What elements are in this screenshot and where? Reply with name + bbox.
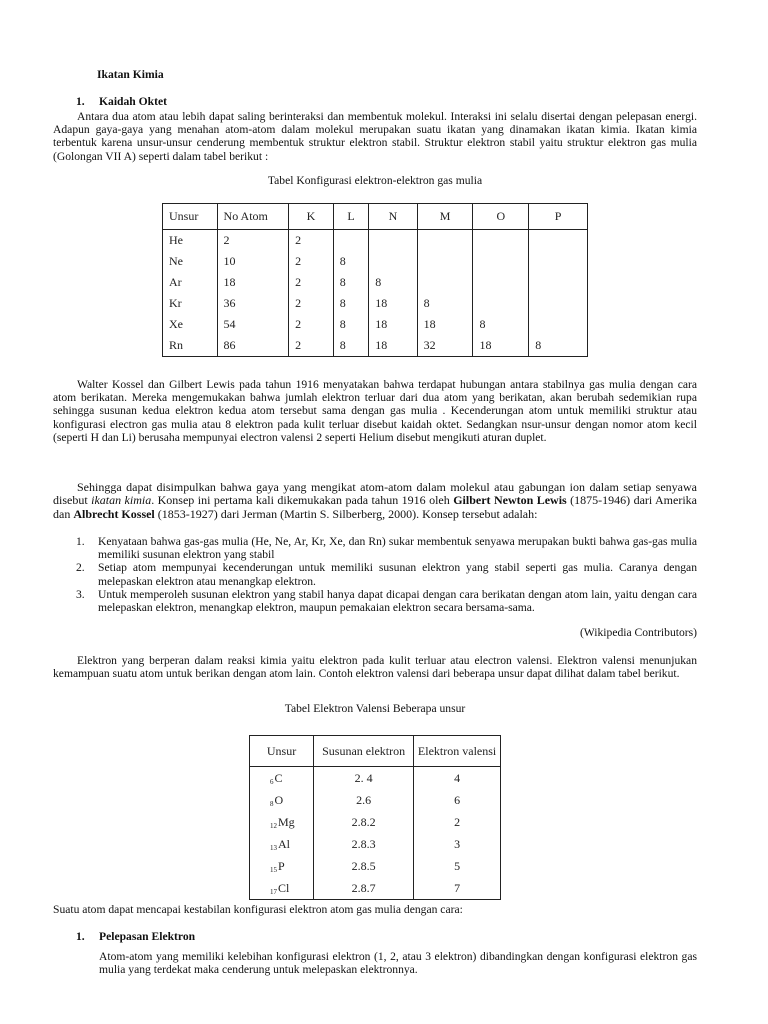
table-cell: 10 — [217, 251, 289, 272]
page-title: Ikatan Kimia — [97, 68, 164, 81]
person-name: Albrecht Kossel — [73, 506, 155, 521]
table-cell: 18 — [369, 314, 417, 335]
list-item — [76, 535, 697, 561]
list-item-text: Kenyataan bahwa gas-gas mulia (He, Ne, Ar, Kr, Xe, dan Rn) sukar membentuk senyawa merupakan bukti bahwa gas-gas mulia memiliki susunan elektron yang stabil — [98, 535, 697, 562]
atomic-number: 8 — [270, 799, 274, 808]
table-cell: 8 — [333, 272, 368, 293]
element-symbol — [250, 767, 314, 790]
paragraph-electron-release: Atom-atom yang memiliki kelebihan konfigurasi elektron (1, 2, atau 3 elektron) dibandingkan dengan konfigurasi elektron gas mulia yang terdekat maka cenderung untuk melepaskan elektronnya. — [99, 950, 697, 977]
table-cell — [417, 251, 473, 272]
table-cell: 8 — [333, 314, 368, 335]
text-run: Sehingga dapat disimpulkan bahwa gaya yang mengikat atom-atom dalam molekul atau gabungan ion dalam setiap senyawa disebut — [53, 480, 697, 508]
paragraph-intro: Antara dua atom atau lebih dapat saling berinteraksi dan membentuk molekul. Interaksi ini selalu disertai dengan pelepasan energi. Adapun gaya-gaya yang menahan atom-atom dalam molekul merupakan suatu ikatan yang dinamakan ikatan kimia. Ikatan kimia terbentuk karena unsur-unsur cenderung membentuk struktur elektron stabil. Struktur elektron stabil yaitu struktur elektron gas mulia (Golongan VII A) seperti dalam tabel berikut : — [53, 110, 697, 163]
table-row — [163, 335, 588, 357]
list-number: 1. — [76, 535, 85, 548]
column-header: N — [369, 204, 417, 230]
table-cell: Rn — [163, 335, 218, 357]
column-header: Unsur — [250, 736, 314, 767]
table-cell: 86 — [217, 335, 289, 357]
table-cell — [529, 272, 588, 293]
table-cell — [529, 230, 588, 252]
table-cell: 2 — [289, 230, 334, 252]
table-cell: 36 — [217, 293, 289, 314]
table-cell: Kr — [163, 293, 218, 314]
section-number: 1. — [76, 930, 85, 943]
symbol-text: Al — [278, 836, 290, 851]
paragraph-kossel-lewis: Walter Kossel dan Gilbert Lewis pada tahun 1916 menyatakan bahwa terdapat hubungan antara stabilnya gas mulia dengan cara atom berikatan. Mereka mengemukakan bahwa jumlah elektron terluar dari dua atom yang berikatan, akan berubah sedemikian rupa sehingga susunan kedua elektron kedua atom tersebut sama dengan gas mulia . Kecenderungan atom untuk memiliki struktur atau konfigurasi electron gas mulia atau 8 elektron pada kulit terluar disebut kaidah oktet. Sedangkan nsur-unsur dengan nomor atom kecil (seperti H dan Li) berusaha mempunyai electron valensi 2 seperti Helium disebut mengikuti aturan duplet. — [53, 378, 697, 444]
text-run: (1875-1946) dari Amerika dan — [53, 493, 697, 521]
table-cell: Ar — [163, 272, 218, 293]
table-cell: 2 — [289, 251, 334, 272]
table-cell: 8 — [333, 251, 368, 272]
column-header: Unsur — [163, 204, 218, 230]
atomic-number: 6 — [270, 777, 274, 786]
table-row — [250, 833, 501, 855]
symbol-text: Mg — [278, 814, 295, 829]
section-number: 1. — [76, 95, 85, 108]
table-cell: 2. 4 — [314, 767, 414, 790]
table-row — [163, 272, 588, 293]
element-symbol — [250, 789, 314, 811]
table-row — [250, 767, 501, 790]
element-symbol — [250, 855, 314, 877]
text-run: . Konsep ini pertama kali dikemukakan pada tahun 1916 oleh — [151, 493, 454, 508]
table-cell: 8 — [333, 293, 368, 314]
table-caption: Tabel Konfigurasi elektron-elektron gas mulia — [267, 174, 483, 187]
table-cell — [473, 293, 529, 314]
table-row — [163, 293, 588, 314]
table-cell: Ne — [163, 251, 218, 272]
table-row — [250, 811, 501, 833]
table-cell — [369, 230, 417, 252]
table-cell — [473, 251, 529, 272]
column-header: No Atom — [217, 204, 289, 230]
list-number: 2. — [76, 561, 85, 575]
table-cell: 18 — [473, 335, 529, 357]
table-cell: 32 — [417, 335, 473, 357]
person-name: Gilbert Newton Lewis — [453, 493, 567, 508]
list-item — [76, 588, 697, 614]
section-heading: Pelepasan Elektron — [99, 930, 196, 943]
table-cell: 3 — [414, 833, 501, 855]
citation: (Wikipedia Contributors) — [579, 626, 697, 639]
column-header: Susunan elektron — [314, 736, 414, 767]
table-cell: 8 — [473, 314, 529, 335]
table-caption: Tabel Elektron Valensi Beberapa unsur — [284, 702, 466, 715]
table-cell: He — [163, 230, 218, 252]
table-cell: 2 — [217, 230, 289, 252]
table-cell: 2.8.2 — [314, 811, 414, 833]
table-cell: 18 — [369, 293, 417, 314]
table-cell: 18 — [369, 335, 417, 357]
table-cell: 2 — [289, 272, 334, 293]
list-item — [76, 561, 697, 587]
table-header-row — [163, 204, 588, 230]
table-cell: 2.8.5 — [314, 855, 414, 877]
atomic-number: 13 — [270, 843, 277, 852]
element-symbol — [250, 811, 314, 833]
table-row — [250, 877, 501, 900]
table-row — [250, 789, 501, 811]
column-header: Elektron valensi — [414, 736, 501, 767]
column-header: L — [333, 204, 368, 230]
symbol-text: O — [274, 792, 284, 807]
symbol-text: P — [278, 858, 285, 873]
column-header: M — [417, 204, 473, 230]
section-heading: Kaidah Oktet — [99, 95, 167, 108]
table-cell: 2 — [414, 811, 501, 833]
valence-electron-table — [249, 735, 501, 900]
table-cell: 4 — [414, 767, 501, 790]
table-cell: 54 — [217, 314, 289, 335]
column-header: O — [473, 204, 529, 230]
element-symbol — [250, 833, 314, 855]
table-cell: 2 — [289, 335, 334, 357]
table-cell — [417, 272, 473, 293]
table-row — [163, 251, 588, 272]
paragraph-valence: Elektron yang berperan dalam reaksi kimia yaitu elektron pada kulit terluar atau electron valensi. Elektron valensi menunjukan kemampuan suatu atom untuk berikan dengan atom lain. Contoh elektron valensi dari beberapa unsur dapat dilihat dalam tabel berikut. — [53, 654, 697, 681]
emphasis-term: ikatan kimia — [91, 493, 152, 508]
list-item-text: Untuk memperoleh susunan elektron yang stabil hanya dapat dicapai dengan cara berikatan dengan atom lain, yaitu dengan cara melepaskan elektron, menangkap elektron, maupun pemakaian elektron secara bersama-sama. — [98, 587, 697, 615]
atomic-number: 17 — [270, 887, 277, 896]
text-run: (1853-1927) dari Jerman (Martin S. Silberberg, 2000). Konsep tersebut adalah: — [154, 506, 538, 521]
list-item-text: Setiap atom mempunyai kecenderungan untuk memiliki susunan elektron yang stabil seperti gas mulia. Caranya dengan melepaskan elektron atau menangkap elektron. — [98, 561, 697, 588]
paragraph-conclusion — [53, 481, 697, 521]
table-cell: 6 — [414, 789, 501, 811]
table-cell: 5 — [414, 855, 501, 877]
column-header: P — [529, 204, 588, 230]
table-cell: 2.8.3 — [314, 833, 414, 855]
symbol-text: C — [274, 770, 283, 785]
table-cell: 2 — [289, 293, 334, 314]
table-cell: 2.6 — [314, 789, 414, 811]
symbol-text: Cl — [278, 880, 290, 895]
table-cell: 2.8.7 — [314, 877, 414, 900]
table-cell — [333, 230, 368, 252]
table-cell — [529, 314, 588, 335]
table-cell: 8 — [369, 272, 417, 293]
table-cell — [529, 251, 588, 272]
table-cell: 2 — [289, 314, 334, 335]
atomic-number: 12 — [270, 821, 277, 830]
noble-gas-config-table — [162, 203, 588, 357]
paragraph-stability: Suatu atom dapat mencapai kestabilan konfigurasi elektron atom gas mulia dengan cara: — [53, 903, 463, 916]
table-cell — [473, 230, 529, 252]
table-cell — [473, 272, 529, 293]
list-number: 3. — [76, 587, 85, 601]
table-cell: Xe — [163, 314, 218, 335]
table-cell: 18 — [417, 314, 473, 335]
table-cell: 8 — [417, 293, 473, 314]
table-cell: 8 — [333, 335, 368, 357]
table-cell — [529, 293, 588, 314]
table-row — [250, 855, 501, 877]
table-cell: 8 — [529, 335, 588, 357]
table-cell: 18 — [217, 272, 289, 293]
table-cell — [417, 230, 473, 252]
column-header: K — [289, 204, 334, 230]
atomic-number: 15 — [270, 865, 277, 874]
table-cell: 7 — [414, 877, 501, 900]
table-row — [163, 230, 588, 252]
table-row — [163, 314, 588, 335]
table-cell — [369, 251, 417, 272]
concept-list — [76, 535, 697, 614]
element-symbol — [250, 877, 314, 900]
table-header-row — [250, 736, 501, 767]
